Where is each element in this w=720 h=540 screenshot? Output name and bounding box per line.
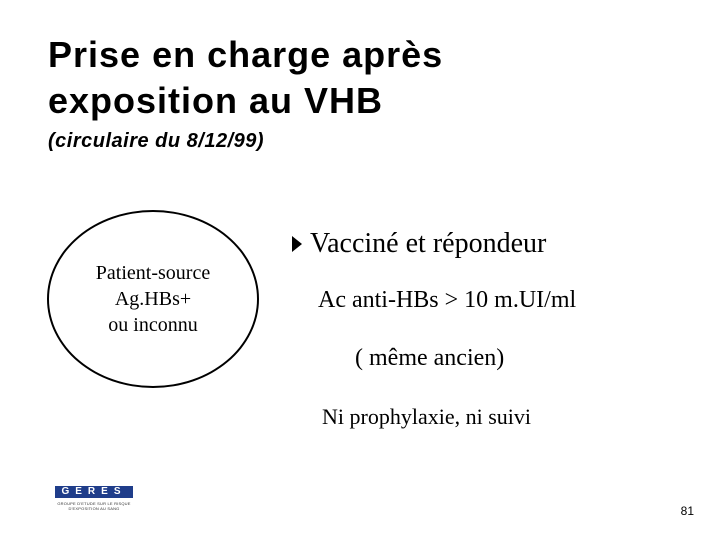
antibody-threshold: Ac anti-HBs > 10 m.UI/ml: [318, 287, 577, 313]
geres-logo-wordmark: GERES: [55, 486, 133, 498]
geres-logo-sub-line-2: D'EXPOSITION AU SANG: [68, 506, 120, 511]
slide-title-line-1: Prise en charge après: [48, 34, 444, 75]
slide-title: [48, 32, 688, 124]
antigen-label: Ag.HBs+: [114, 288, 192, 310]
conclusion-text: Ni prophylaxie, ni suivi: [322, 404, 531, 429]
geres-logo-sub-line-1: GROUPE D'ETUDE SUR LE RISQUE: [57, 501, 131, 506]
outcome-bullet: [290, 228, 546, 260]
page-number: 81: [680, 504, 694, 518]
outcome-heading: Vacciné et répondeur: [310, 228, 547, 259]
patient-source-label: Patient-source: [95, 262, 211, 284]
geres-logo-subtitle: [55, 501, 133, 511]
antibody-note: ( même ancien): [355, 345, 505, 371]
patient-source-ellipse: [47, 210, 259, 388]
triangle-right-icon: [290, 234, 304, 254]
slide-subtitle: (circulaire du 8/12/99): [48, 130, 265, 152]
slide-title-line-2: exposition au VHB: [48, 80, 384, 121]
geres-logo: [55, 486, 133, 511]
unknown-label: ou inconnu: [108, 314, 198, 336]
